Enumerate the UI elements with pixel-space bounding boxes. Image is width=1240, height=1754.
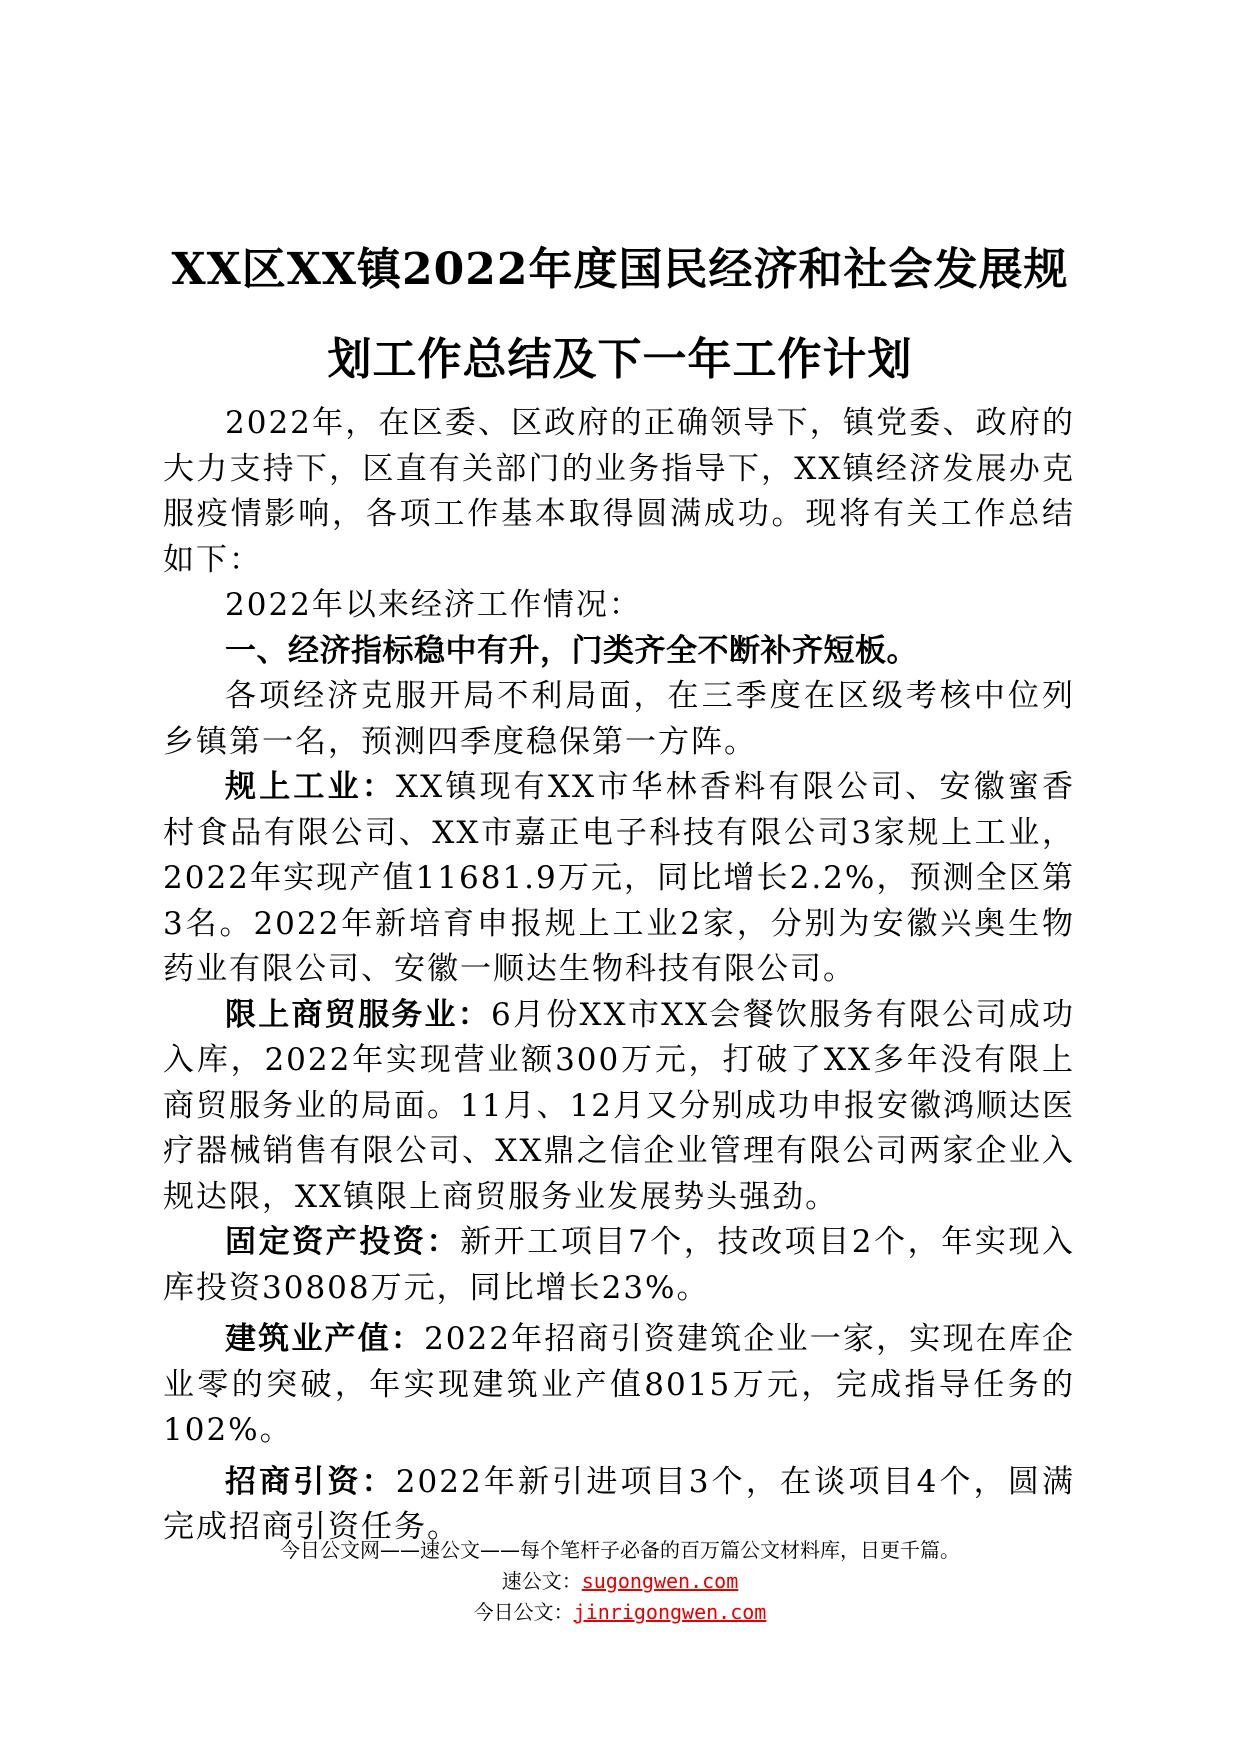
item-text: XX镇现有XX市华林香料有限公司、安徽蜜香村食品有限公司、XX市嘉正电子科技有限公司3家规上工业，2022年实现产值11681.9万元，同比增长2.2%，预测全区第3名。2022年新培育申报规上工业2家，分别为安徽兴奥生物药业有限公司、安徽一顺达生物科技有限公司。 [163, 769, 1075, 987]
item-text: 6月份XX市XX会餐饮服务有限公司成功入库，2022年实现营业额300万元，打破了XX多年没有限上商贸服务业的局面。11月、12月又分别成功申报安徽鸿顺达医疗器械销售有限公司、XX鼎之信企业管理有限公司两家企业入规达限，XX镇限上商贸服务业发展势头强劲。 [163, 996, 1075, 1215]
item-label: 固定资产投资： [225, 1224, 461, 1260]
section-heading-1: 一、经济指标稳中有升，门类齐全不断补齐短板。 [225, 632, 918, 669]
document-title-line-2: 划工作总结及下一年工作计划 [327, 334, 913, 385]
footer-line-sugongwen [0, 1566, 1240, 1597]
footer-label: 今日公文： [473, 1600, 574, 1624]
summary-paragraph: 各项经济克服开局不利局面，在三季度在区级考核中位列乡镇第一名，预测四季度稳保第一方阵。 [163, 678, 1075, 760]
item-paragraph-industry [163, 765, 1075, 993]
item-label: 建筑业产值： [225, 1321, 425, 1357]
sugongwen-link[interactable]: sugongwen.com [581, 1569, 739, 1593]
document-body [163, 401, 1075, 1551]
jinrigongwen-link[interactable]: jinrigongwen.com [573, 1600, 767, 1624]
document-title-line-1: XX区XX镇2022年度国民经济和社会发展规 [171, 244, 1069, 295]
item-text: 2022年新引进项目3个，在谈项目4个，圆满完成招商引资任务。 [163, 1463, 1075, 1545]
item-label: 限上商贸服务业： [225, 996, 491, 1033]
item-text: 新开工项目7个，技改项目2个，年实现入库投资30808万元，同比增长23%。 [163, 1224, 1075, 1306]
section-intro: 2022年以来经济工作情况： [225, 587, 642, 623]
footer-slogan: 今日公文网——速公文——每个笔杆子必备的百万篇公文材料库，日更千篇。 [280, 1538, 960, 1562]
item-paragraph-commerce [163, 993, 1075, 1221]
page-footer [0, 1535, 1240, 1628]
item-text: 2022年招商引资建筑企业一家，实现在库企业零的突破，年实现建筑业产值8015万元，完成指导任务的102%。 [163, 1321, 1075, 1448]
item-label: 招商引资： [225, 1463, 396, 1500]
footer-label: 速公文： [501, 1569, 582, 1593]
item-paragraph-investment [163, 1220, 1075, 1311]
intro-paragraph: 2022年，在区委、区政府的正确领导下，镇党委、政府的大力支持下，区直有关部门的业务指导下，XX镇经济发展办克服疫情影响，各项工作基本取得圆满成功。现将有关工作总结如下： [163, 405, 1075, 578]
item-paragraph-construction [163, 1317, 1075, 1454]
footer-line-jinrigongwen [0, 1597, 1240, 1628]
item-label: 规上工业： [225, 769, 397, 805]
